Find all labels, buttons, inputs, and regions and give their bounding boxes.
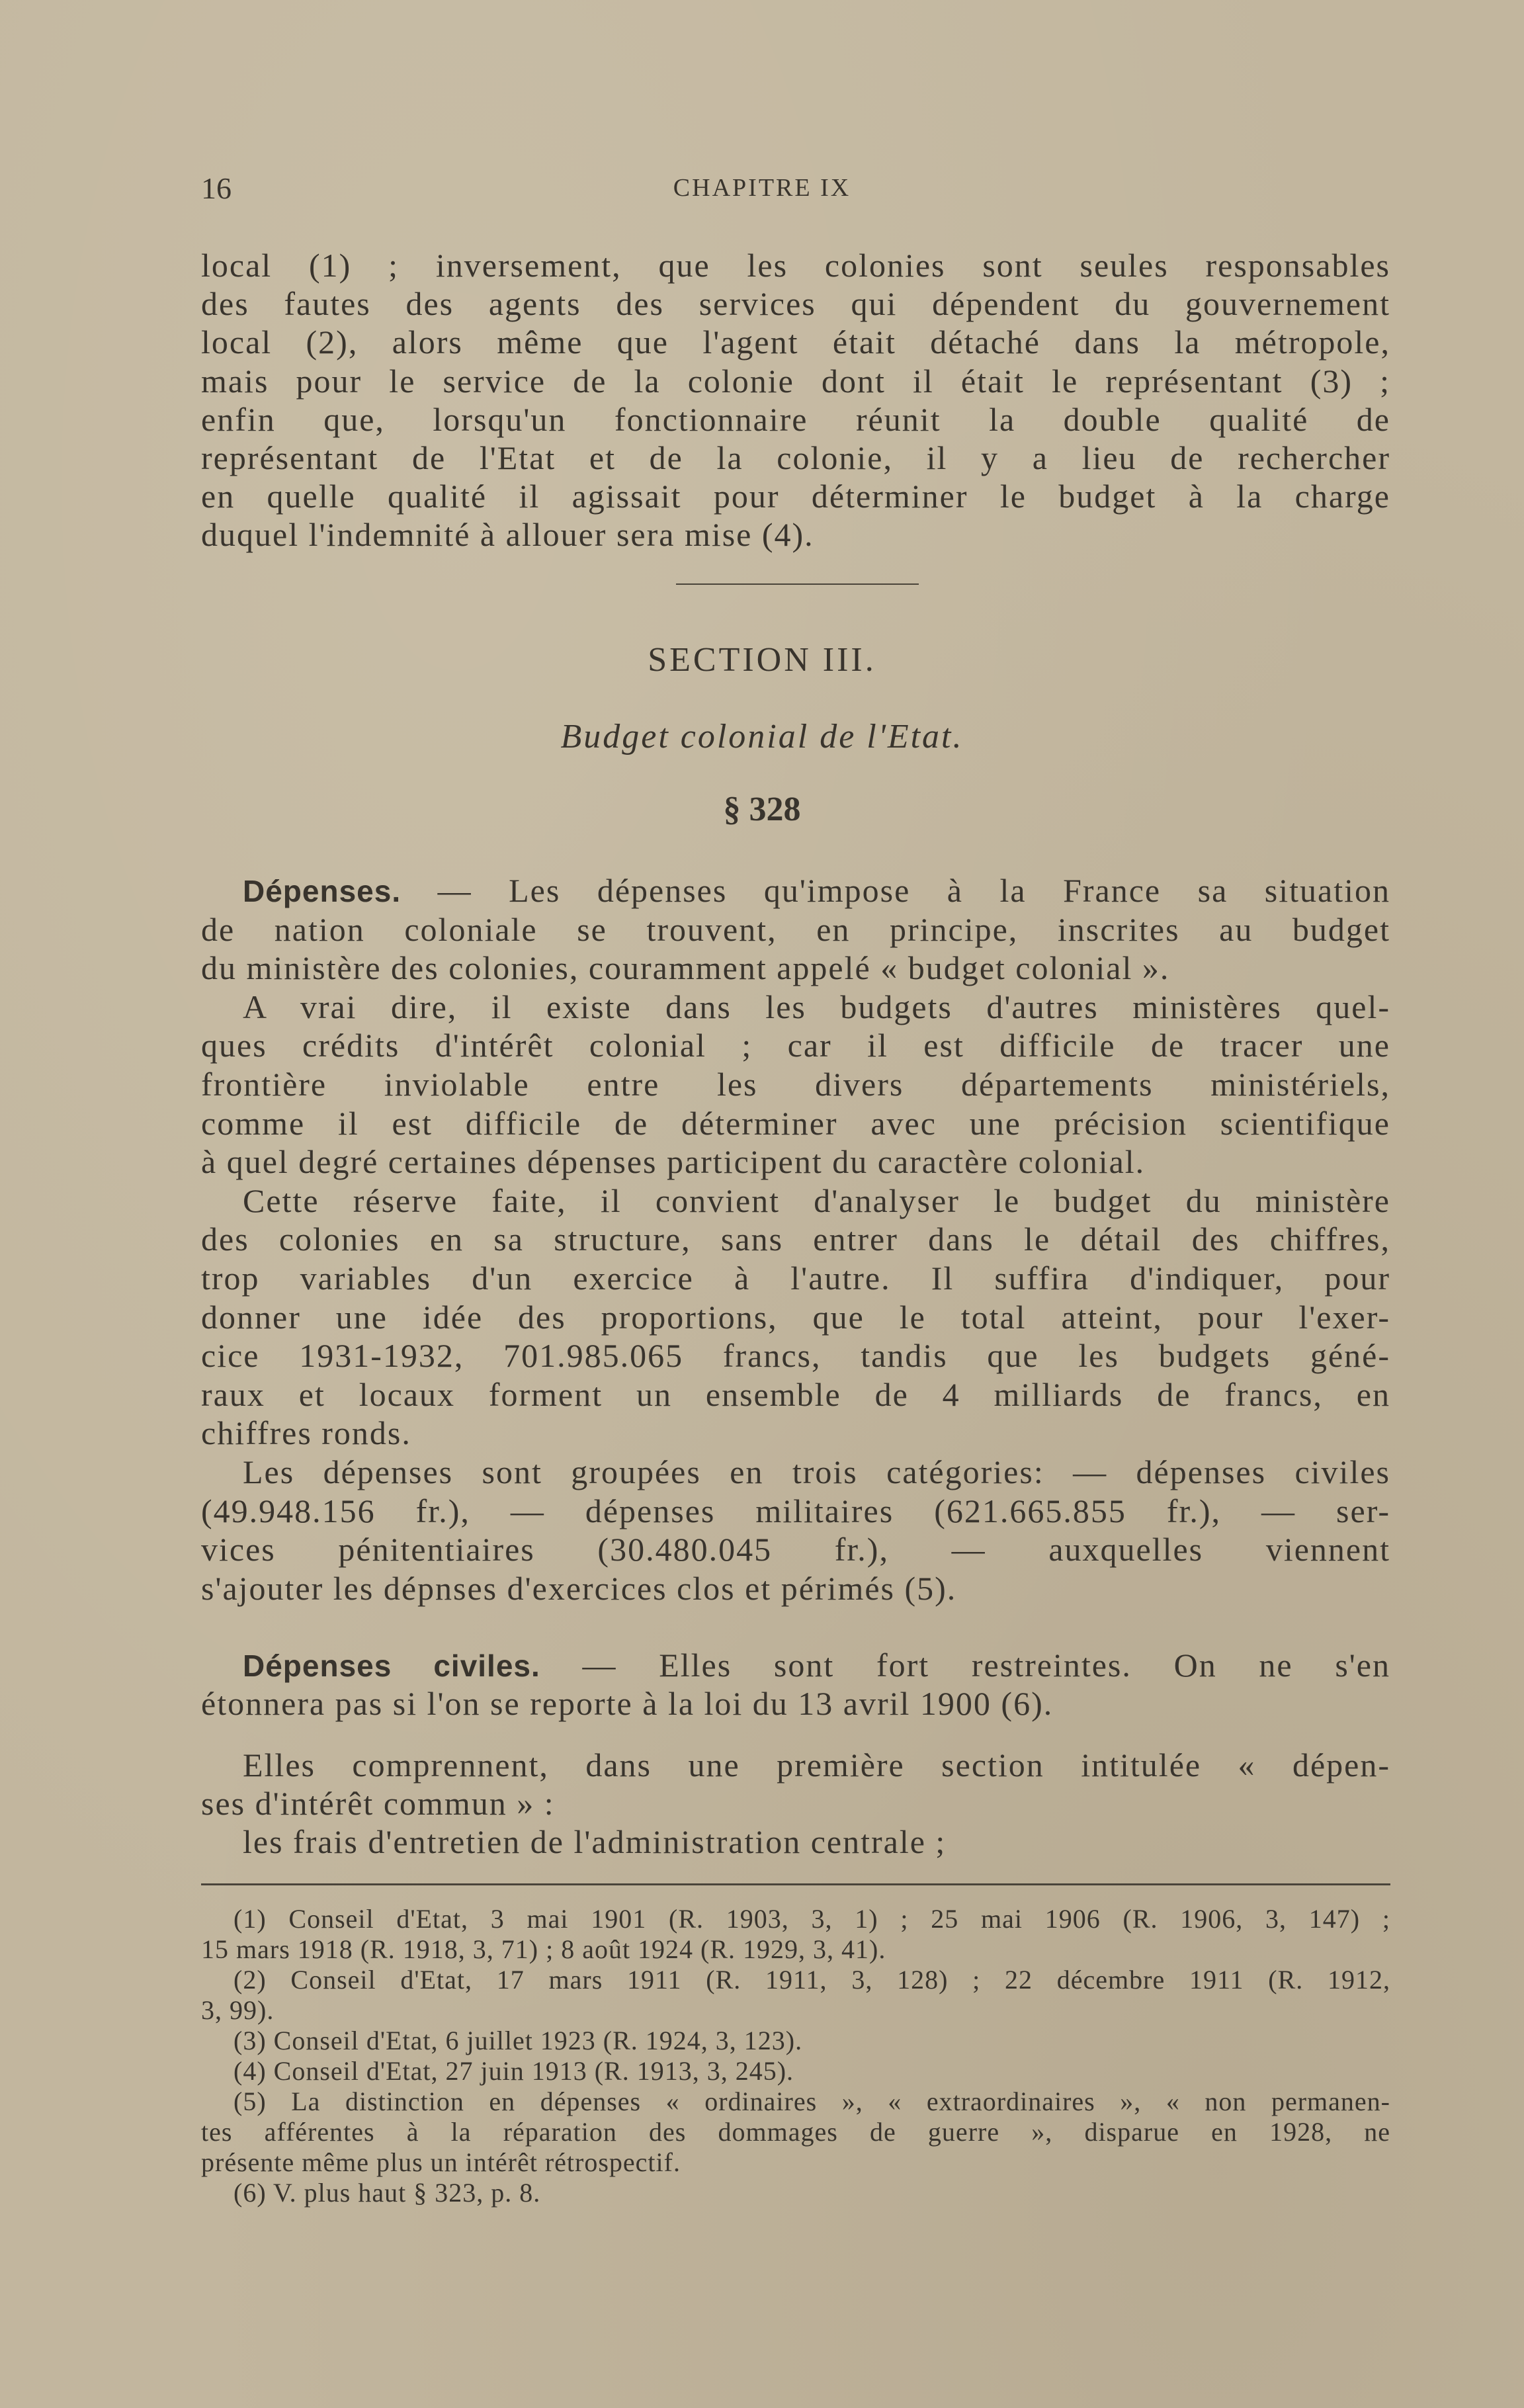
line-text: des fautes des agents des services qui dépendent du gouvernement bbox=[201, 285, 1390, 323]
text-line bbox=[201, 1375, 1390, 1414]
text-line bbox=[201, 1104, 1390, 1142]
text-line bbox=[201, 1414, 1390, 1452]
text-line bbox=[201, 1142, 1390, 1181]
footnote-line: tes afférentes à la réparation des dommages de guerre », disparue en 1928, ne bbox=[201, 2117, 1390, 2147]
line-text: de nation coloniale se trouvent, en principe, inscrites au budget bbox=[201, 910, 1390, 948]
paragraph-number: § 328 bbox=[723, 791, 801, 828]
section-title: SECTION III. bbox=[648, 641, 876, 679]
line-text: (49.948.156 fr.), — dépenses militaires (621.665.855 fr.), — ser- bbox=[201, 1492, 1390, 1529]
line-text: s'ajouter les dépnses d'exercices clos et périmés (5). bbox=[201, 1569, 957, 1607]
text-line bbox=[201, 1065, 1390, 1103]
line-text: duquel l'indemnité à allouer sera mise (4). bbox=[201, 516, 814, 554]
line-text: comme il est difficile de déterminer avec une précision scientifique bbox=[201, 1104, 1390, 1142]
footnote-line: (5) La distinction en dépenses « ordinaires », « extraordinaires », « non permanen- bbox=[233, 2086, 1390, 2116]
section-subtitle: Budget colonial de l'Etat. bbox=[560, 718, 964, 755]
footnote-line: (1) Conseil d'Etat, 3 mai 1901 (R. 1903, 3, 1) ; 25 mai 1906 (R. 1906, 3, 147) ; bbox=[233, 1904, 1390, 1934]
text-line bbox=[243, 1453, 1390, 1491]
running-head: CHAPITRE IX bbox=[673, 174, 851, 202]
text-line bbox=[201, 1684, 1390, 1723]
footnote-line: présente même plus un intérêt rétrospectif. bbox=[201, 2147, 681, 2177]
line-text: frontière inviolable entre les divers départements ministériels, bbox=[201, 1066, 1390, 1103]
text-line bbox=[243, 1746, 1390, 1784]
text-line bbox=[201, 1492, 1390, 1530]
line-text: Cette réserve faite, il convient d'analyser le budget du ministère bbox=[243, 1182, 1390, 1219]
line-text: représentant de l'Etat et de la colonie, il y a lieu de rechercher bbox=[201, 439, 1390, 476]
line-text: local (2), alors même que l'agent était détaché dans la métropole, bbox=[201, 323, 1390, 361]
line-text: enfin que, lorsqu'un fonctionnaire réunit la double qualité de bbox=[201, 400, 1390, 438]
text-line bbox=[201, 400, 1390, 439]
line-text: local (1) ; inversement, que les colonies sont seules responsables bbox=[201, 247, 1390, 284]
line-text: étonnera pas si l'on se reporte à la loi du 13 avril 1900 (6). bbox=[201, 1685, 1054, 1723]
text-line bbox=[201, 910, 1390, 949]
line-text: — Elles sont fort restreintes. On ne s'en bbox=[540, 1647, 1390, 1684]
line-text: donner une idée des proportions, que le total atteint, pour l'exer- bbox=[201, 1298, 1390, 1336]
text-line bbox=[201, 1336, 1390, 1375]
text-line bbox=[201, 362, 1390, 400]
text-line bbox=[201, 439, 1390, 477]
run-in-heading: Dépenses civiles. bbox=[243, 1649, 540, 1683]
text-line bbox=[201, 1530, 1390, 1569]
text-line bbox=[201, 1569, 1390, 1608]
run-in-heading: Dépenses. bbox=[243, 874, 402, 908]
page-number: 16 bbox=[201, 171, 232, 205]
footnote-divider bbox=[201, 1883, 1390, 1885]
line-text: les frais d'entretien de l'administration centrale ; bbox=[243, 1823, 947, 1861]
text-line bbox=[243, 1646, 1390, 1685]
line-text: des colonies en sa structure, sans entrer dans le détail des chiffres, bbox=[201, 1221, 1390, 1258]
text-line bbox=[201, 477, 1390, 515]
text-line bbox=[243, 1182, 1390, 1220]
footnote-line: 3, 99). bbox=[201, 1995, 275, 2025]
line-text: Les dépenses sont groupées en trois catégories: — dépenses civiles bbox=[243, 1453, 1390, 1490]
text-line bbox=[201, 949, 1390, 987]
section-divider bbox=[676, 583, 919, 585]
footnote-line: (6) V. plus haut § 323, p. 8. bbox=[233, 2178, 541, 2208]
footnote-line: 15 mars 1918 (R. 1918, 3, 71) ; 8 août 1924 (R. 1929, 3, 41). bbox=[201, 1934, 886, 1964]
line-text: raux et locaux forment un ensemble de 4 milliards de francs, en bbox=[201, 1375, 1390, 1413]
text-line bbox=[243, 988, 1390, 1026]
text-line bbox=[201, 1026, 1390, 1064]
text-line bbox=[201, 246, 1390, 284]
line-text: A vrai dire, il existe dans les budgets d'autres ministères quel- bbox=[243, 988, 1390, 1025]
line-text: en quelle qualité il agissait pour déterminer le budget à la charge bbox=[201, 478, 1390, 515]
text-line bbox=[201, 1784, 1390, 1823]
line-text: à quel degré certaines dépenses participent du caractère colonial. bbox=[201, 1143, 1146, 1181]
line-text: chiffres ronds. bbox=[201, 1414, 411, 1452]
line-text: mais pour le service de la colonie dont il était le représentant (3) ; bbox=[201, 362, 1390, 400]
footnote-line: (2) Conseil d'Etat, 17 mars 1911 (R. 1911, 3, 128) ; 22 décembre 1911 (R. 1912, bbox=[233, 1965, 1390, 1995]
text-line bbox=[201, 515, 1390, 554]
line-text: cice 1931-1932, 701.985.065 francs, tandis que les budgets géné- bbox=[201, 1337, 1390, 1375]
text-line bbox=[201, 1298, 1390, 1336]
text-line bbox=[201, 323, 1390, 361]
text-line bbox=[243, 871, 1390, 910]
line-text: du ministère des colonies, couramment appelé « budget colonial ». bbox=[201, 949, 1170, 987]
text-line bbox=[201, 284, 1390, 323]
footnote-line: (4) Conseil d'Etat, 27 juin 1913 (R. 1913, 3, 245). bbox=[233, 2056, 794, 2086]
line-text: — Les dépenses qu'impose à la France sa situation bbox=[401, 872, 1390, 909]
line-text: trop variables d'un exercice à l'autre. Il suffira d'indiquer, pour bbox=[201, 1260, 1390, 1297]
footnote-line: (3) Conseil d'Etat, 6 juillet 1923 (R. 1924, 3, 123). bbox=[233, 2026, 803, 2055]
text-line bbox=[243, 1823, 1390, 1861]
line-text: ses d'intérêt commun » : bbox=[201, 1785, 555, 1823]
line-text: vices pénitentiaires (30.480.045 fr.), — auxquelles viennent bbox=[201, 1531, 1390, 1569]
text-line bbox=[201, 1259, 1390, 1297]
line-text: Elles comprennent, dans une première section intitulée « dépen- bbox=[243, 1746, 1390, 1784]
text-line bbox=[201, 1220, 1390, 1258]
line-text: ques crédits d'intérêt colonial ; car il est difficile de tracer une bbox=[201, 1027, 1390, 1064]
